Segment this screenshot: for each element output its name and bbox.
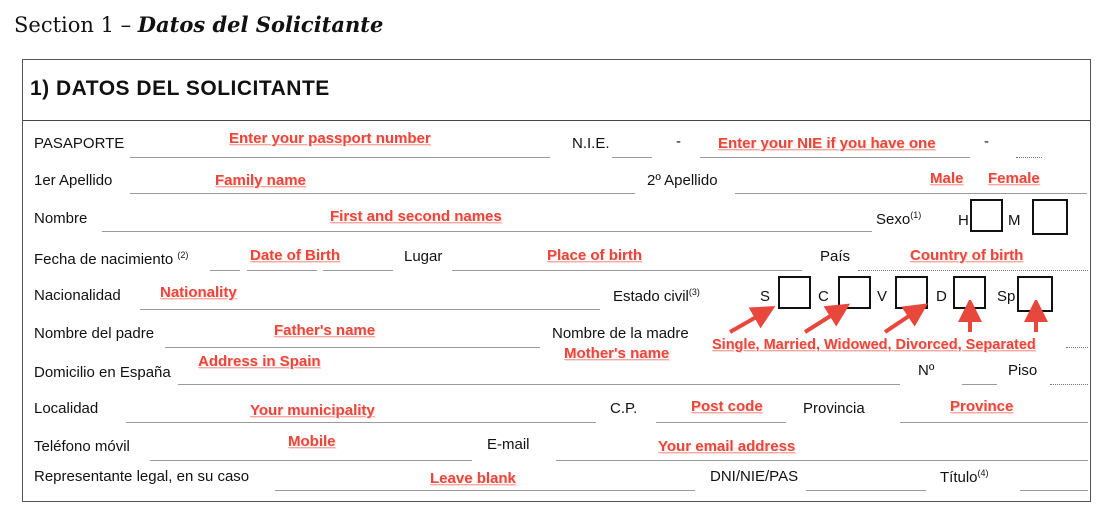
label-sp: Sp xyxy=(997,288,1016,305)
field-localidad[interactable] xyxy=(126,422,596,423)
note-country: Country of birth xyxy=(910,247,1024,264)
heading-prefix: Section 1 – xyxy=(14,13,138,37)
label-titulo: Título$^{(4)}$ xyxy=(940,468,989,486)
field-lugar[interactable] xyxy=(452,270,802,271)
field-fecha-day[interactable] xyxy=(210,270,240,271)
section-title: 1) DATOS DEL SOLICITANTE xyxy=(30,77,330,100)
field-pasaporte[interactable] xyxy=(130,157,550,158)
label-representante: Representante legal, en su caso xyxy=(34,468,250,485)
note-mobile: Mobile xyxy=(288,433,336,450)
label-piso: Piso xyxy=(1008,362,1038,379)
label-nombre: Nombre xyxy=(34,210,88,227)
field-nacionalidad[interactable] xyxy=(140,309,600,310)
label-apellido1: 1er Apellido xyxy=(34,172,113,189)
note-civil-status: Single, Married, Widowed, Divorced, Separated xyxy=(712,337,1036,353)
note-leave-blank: Leave blank xyxy=(430,470,516,487)
field-piso[interactable] xyxy=(1050,384,1088,385)
field-representante[interactable] xyxy=(275,490,695,491)
label-sexo: Sexo$^{(1)}$ xyxy=(876,210,922,228)
arrow-annotations xyxy=(700,300,1080,340)
checkbox-female[interactable] xyxy=(1032,199,1068,235)
heading-emphasis: Datos del Solicitante xyxy=(137,12,384,37)
label-cp: C.P. xyxy=(610,400,638,417)
label-nacionalidad: Nacionalidad xyxy=(34,287,121,304)
note-first-names: First and second names xyxy=(330,208,502,225)
field-nie-letter[interactable] xyxy=(612,157,652,158)
note-father: Father's name xyxy=(274,322,376,339)
note-passport: Enter your passport number xyxy=(229,130,431,147)
note-address: Address in Spain xyxy=(198,353,321,370)
note-family: Family name xyxy=(215,172,306,189)
field-fecha-month[interactable] xyxy=(247,270,317,271)
label-provincia: Provincia xyxy=(803,400,865,417)
label-padre: Nombre del padre xyxy=(34,325,155,342)
nie-dash-2: - xyxy=(984,133,989,150)
label-estado-civil: Estado civil$^{(3)}$ xyxy=(613,287,700,305)
field-titulo[interactable] xyxy=(1020,490,1088,491)
note-pob: Place of birth xyxy=(547,247,643,264)
field-email[interactable] xyxy=(556,460,1088,461)
field-nie-control[interactable] xyxy=(1016,157,1042,158)
applicant-form xyxy=(22,59,1091,502)
label-dni: DNI/NIE/PAS xyxy=(710,468,799,485)
label-h: H xyxy=(958,212,969,229)
label-v: V xyxy=(877,288,888,305)
field-cp[interactable] xyxy=(656,422,786,423)
field-provincia[interactable] xyxy=(900,422,1088,423)
checkbox-male[interactable] xyxy=(970,199,1003,232)
label-email: E-mail xyxy=(487,436,530,453)
label-pasaporte: PASAPORTE xyxy=(34,135,125,152)
label-madre: Nombre de la madre xyxy=(552,325,689,342)
field-dni[interactable] xyxy=(806,490,926,491)
label-pais: País xyxy=(820,248,851,265)
field-nombre[interactable] xyxy=(102,231,872,232)
arrow-widowed-icon xyxy=(885,310,918,332)
note-email: Your email address xyxy=(658,438,796,455)
label-nie: N.I.E. xyxy=(572,135,610,152)
field-fecha-year[interactable] xyxy=(323,270,393,271)
note-female: Female xyxy=(988,170,1040,187)
nie-dash-1: - xyxy=(676,133,681,150)
field-madre[interactable] xyxy=(1066,347,1088,348)
note-dob: Date of Birth xyxy=(250,247,340,264)
label-d: D xyxy=(936,288,947,305)
label-apellido2: 2º Apellido xyxy=(647,172,718,189)
arrow-single-icon xyxy=(730,312,765,332)
field-apellido2[interactable] xyxy=(735,193,1087,194)
page-heading xyxy=(14,12,383,37)
title-separator xyxy=(23,120,1090,121)
label-c: C xyxy=(818,288,829,305)
note-mother: Mother's name xyxy=(564,345,670,362)
label-fecha: Fecha de nacimiento $^{(2)}$ xyxy=(34,250,189,268)
label-localidad: Localidad xyxy=(34,400,99,417)
field-pais[interactable] xyxy=(858,270,1088,271)
note-nationality: Nationality xyxy=(160,284,237,301)
label-domicilio: Domicilio en España xyxy=(34,364,171,381)
field-nie-number[interactable] xyxy=(700,157,970,158)
arrow-married-icon xyxy=(805,310,840,332)
field-padre[interactable] xyxy=(165,347,540,348)
field-numero[interactable] xyxy=(962,384,997,385)
note-male: Male xyxy=(930,170,964,187)
note-nie: Enter your NIE if you have one xyxy=(718,135,936,152)
field-telefono[interactable] xyxy=(150,460,472,461)
label-s: S xyxy=(760,288,771,305)
label-numero: Nº xyxy=(918,362,935,379)
label-m: M xyxy=(1008,212,1021,229)
note-municipality: Your municipality xyxy=(250,402,375,419)
label-lugar: Lugar xyxy=(404,248,443,265)
field-apellido1[interactable] xyxy=(130,193,635,194)
note-province: Province xyxy=(950,398,1014,415)
note-postcode: Post code xyxy=(691,398,763,415)
field-domicilio[interactable] xyxy=(178,384,900,385)
label-telefono: Teléfono móvil xyxy=(34,438,130,455)
